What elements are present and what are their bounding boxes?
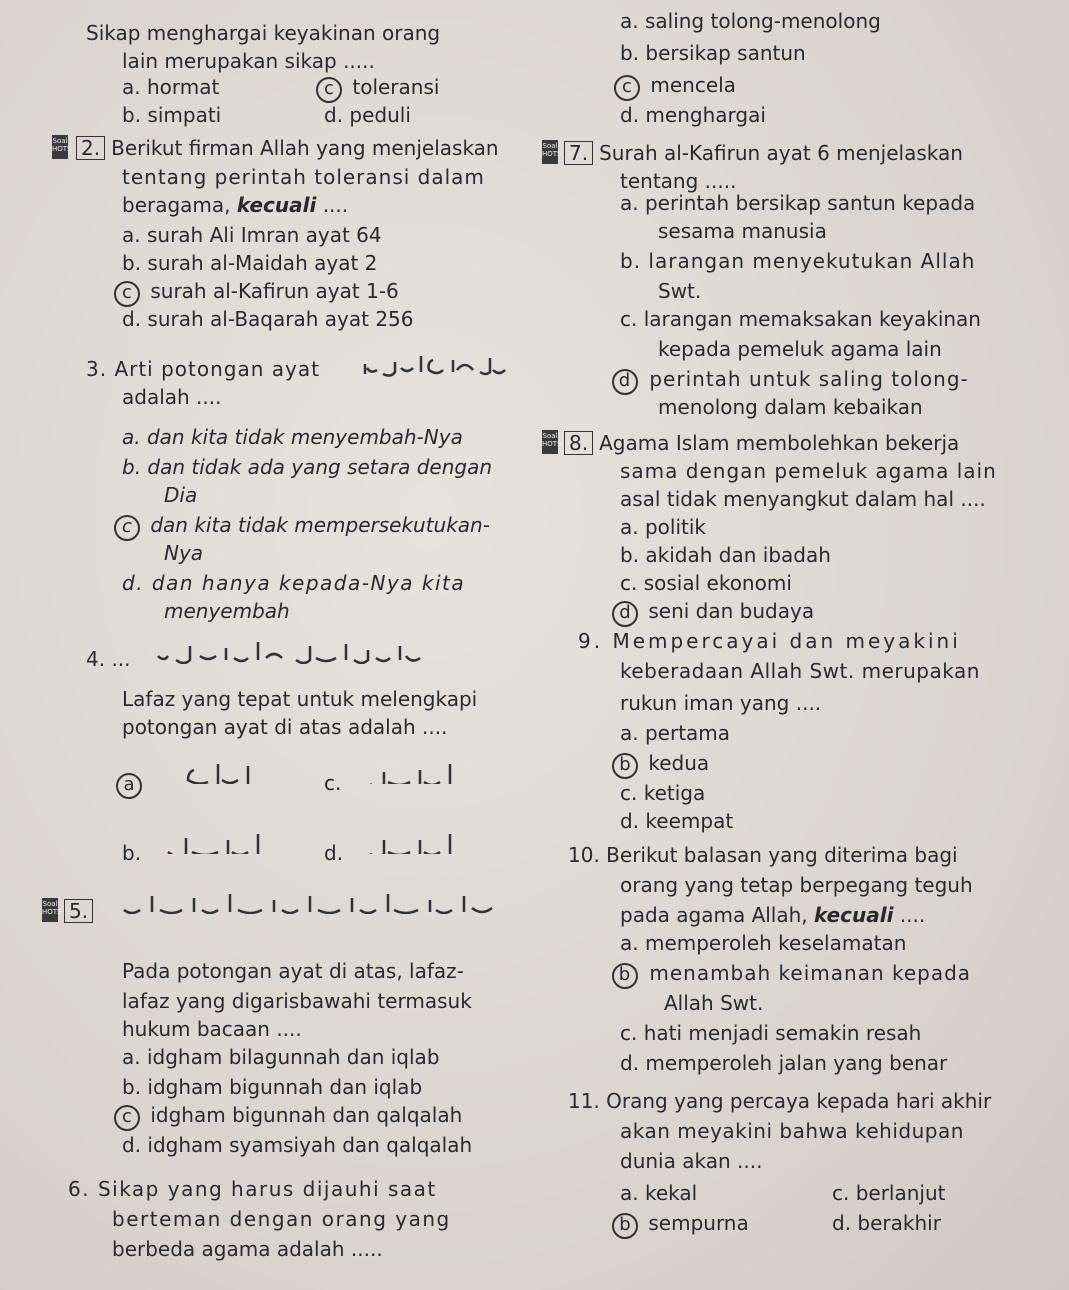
q2-option-d: d. surah al-Baqarah ayat 256 xyxy=(122,307,414,331)
q4-stem-line1: 4. ... xyxy=(86,647,131,671)
q11-option-c: c. berlanjut xyxy=(832,1181,946,1205)
q11-option-b-text: sempurna xyxy=(648,1211,749,1235)
q3-option-d-line2: menyembah xyxy=(164,599,290,623)
answer-circle: d xyxy=(612,369,638,395)
arabic-verse-fragment-icon xyxy=(150,636,430,664)
question-number-box: 7. xyxy=(564,141,593,165)
q7-option-d-text: perintah untuk saling tolong- xyxy=(649,367,969,391)
q1-stem-line1: Sikap menghargai keyakinan orang xyxy=(86,21,441,45)
q8-option-b: b. akidah dan ibadah xyxy=(620,543,831,567)
q8-option-a: a. politik xyxy=(620,515,706,539)
q7-option-c-line2: kepada pemeluk agama lain xyxy=(658,337,942,361)
answer-circle: b xyxy=(612,753,638,779)
answer-circle: c xyxy=(614,75,640,101)
q10-option-b-line2: Allah Swt. xyxy=(664,991,764,1015)
q10-kecuali: kecuali xyxy=(814,903,894,927)
q5-option-d: d. idgham syamsiyah dan qalqalah xyxy=(122,1133,473,1157)
q10-stem-line3-end: .... xyxy=(893,903,926,927)
q10-stem-line1: 10. Berikut balasan yang diterima bagi xyxy=(568,843,958,867)
q5-option-c xyxy=(120,1102,462,1131)
q9-option-a: a. pertama xyxy=(620,721,731,745)
answer-circle: b xyxy=(612,963,638,989)
q9-stem-line2: keberadaan Allah Swt. merupakan xyxy=(620,659,980,683)
q7-option-b-line1: b. larangan menyekutukan Allah xyxy=(620,249,976,273)
q3-stem-line1: 3. Arti potongan ayat xyxy=(86,357,320,381)
q11-option-a: a. kekal xyxy=(620,1181,698,1205)
question-number-box: 2. xyxy=(76,136,105,160)
q10-stem-line3-text: pada agama Allah, xyxy=(620,903,815,927)
q9-option-d: d. keempat xyxy=(620,809,734,833)
answer-circle: c xyxy=(316,77,342,103)
q8-option-d-text: seni dan budaya xyxy=(648,599,815,623)
q1-option-d: d. peduli xyxy=(324,103,411,127)
q2-stem-line3-end: .... xyxy=(316,193,349,217)
q2-stem-line2: tentang perintah toleransi dalam xyxy=(122,165,485,189)
q4-option-d: d. xyxy=(324,841,344,865)
q3-option-c-line1 xyxy=(120,512,490,541)
q10-stem-line2: orang yang tetap berpegang teguh xyxy=(620,873,973,897)
q10-option-d: d. memperoleh jalan yang benar xyxy=(620,1051,948,1075)
q7-option-b-line2: Swt. xyxy=(658,279,702,303)
q1-option-c-text: toleransi xyxy=(352,75,440,99)
q1-option-c-right-text: mencela xyxy=(650,73,736,97)
hots-badge-icon: Soal HOTS xyxy=(542,430,558,454)
arabic-word-option-a-icon xyxy=(168,756,258,784)
q8-option-c: c. sosial ekonomi xyxy=(620,571,792,595)
hots-badge-icon: Soal HOTS xyxy=(542,140,558,164)
q7-stem-line2: tentang ..... xyxy=(620,169,737,193)
q3-stem-line2: adalah .... xyxy=(122,385,222,409)
q11-stem-line2: akan meyakini bahwa kehidupan xyxy=(620,1119,964,1143)
q1-option-c-right xyxy=(620,72,736,101)
q7-option-d-line2: menolong dalam kebaikan xyxy=(658,395,923,419)
arabic-word-option-b-icon xyxy=(158,826,268,854)
q2-option-a: a. surah Ali Imran ayat 64 xyxy=(122,223,382,247)
q7-option-a-line2: sesama manusia xyxy=(658,219,827,243)
q3-option-d-line1: d. dan hanya kepada-Nya kita xyxy=(122,571,466,595)
q9-option-c: c. ketiga xyxy=(620,781,706,805)
q2-option-c-text: surah al-Kafirun ayat 1-6 xyxy=(150,279,399,303)
q10-option-c: c. hati menjadi semakin resah xyxy=(620,1021,922,1045)
question-number-box: 8. xyxy=(564,431,593,455)
q3-option-c-text: dan kita tidak mempersekutukan- xyxy=(150,513,490,537)
q2-option-b: b. surah al-Maidah ayat 2 xyxy=(122,251,378,275)
q6-stem-line1: 6. Sikap yang harus dijauhi saat xyxy=(68,1177,437,1201)
q5-stem-line1: Pada potongan ayat di atas, lafaz- xyxy=(122,959,464,983)
q7-stem-text: Surah al-Kafirun ayat 6 menjelaskan xyxy=(599,141,963,165)
q9-stem-line1: 9. Mempercayai dan meyakini xyxy=(578,629,961,653)
q8-option-d xyxy=(618,598,814,627)
q10-option-b-line1 xyxy=(618,960,971,989)
q10-option-a: a. memperoleh keselamatan xyxy=(620,931,907,955)
q5-option-a: a. idgham bilagunnah dan iqlab xyxy=(122,1045,440,1069)
q7-stem-line1 xyxy=(564,140,963,166)
q11-stem-line3: dunia akan .... xyxy=(620,1149,763,1173)
hots-badge-icon: Soal HOTS xyxy=(52,135,68,159)
arabic-word-option-d-icon xyxy=(362,826,462,854)
q2-kecuali: kecuali xyxy=(236,193,317,217)
q9-option-b xyxy=(618,750,709,779)
q6-stem-line2: berteman dengan orang yang xyxy=(112,1207,451,1231)
q3-option-a: a. dan kita tidak menyembah-Nya xyxy=(122,425,463,449)
q5-option-c-text: idgham bigunnah dan qalqalah xyxy=(150,1103,463,1127)
q8-stem-text: Agama Islam membolehkan bekerja xyxy=(599,431,960,455)
q1-option-b-right: b. bersikap santun xyxy=(620,41,806,65)
q11-option-b xyxy=(618,1210,749,1239)
q8-stem-line2: sama dengan pemeluk agama lain xyxy=(620,459,997,483)
q11-stem-line1: 11. Orang yang percaya kepada hari akhir xyxy=(568,1089,992,1113)
q3-option-b-line1: b. dan tidak ada yang setara dengan xyxy=(122,455,493,479)
q1-option-c xyxy=(322,74,439,103)
q5-stem-line3: hukum bacaan .... xyxy=(122,1017,302,1041)
q1-option-a-right: a. saling tolong-menolong xyxy=(620,9,881,33)
q11-option-d: d. berakhir xyxy=(832,1211,941,1235)
q3-option-b-line2: Dia xyxy=(164,483,198,507)
q5-stem-line2: lafaz yang digarisbawahi termasuk xyxy=(122,989,472,1013)
q1-stem-line2: lain merupakan sikap ..... xyxy=(122,49,375,73)
q8-stem-line3: asal tidak menyangkut dalam hal .... xyxy=(620,487,986,511)
q5-option-b: b. idgham bigunnah dan iqlab xyxy=(122,1075,423,1099)
q10-stem-line3 xyxy=(620,902,925,928)
q1-option-d-right: d. menghargai xyxy=(620,103,766,127)
q4-option-b: b. xyxy=(122,841,142,865)
hots-badge-icon: Soal HOTS xyxy=(42,898,58,922)
q4-option-c: c. xyxy=(324,771,342,795)
q8-stem-line1 xyxy=(564,430,959,456)
q1-option-b: b. simpati xyxy=(122,103,222,127)
q9-option-b-text: kedua xyxy=(648,751,710,775)
q4-stem-line2: Lafaz yang tepat untuk melengkapi xyxy=(122,687,478,711)
q7-option-c-line1: c. larangan memaksakan keyakinan xyxy=(620,307,981,331)
answer-circle: a xyxy=(116,773,142,799)
arabic-word-option-c-icon xyxy=(362,756,462,784)
q7-option-a-line1: a. perintah bersikap santun kepada xyxy=(620,191,976,215)
q2-stem-line3-text: beragama, xyxy=(122,193,237,217)
answer-circle: d xyxy=(612,601,638,627)
q2-stem-line1 xyxy=(76,135,499,161)
q2-stem-text: Berikut firman Allah yang menjelaskan xyxy=(111,136,499,160)
q2-option-c xyxy=(120,278,399,307)
q4-stem-line3: potongan ayat di atas adalah .... xyxy=(122,715,448,739)
answer-circle: c xyxy=(114,281,140,307)
q3-option-c-line2: Nya xyxy=(164,541,204,565)
question-number-box: 5. xyxy=(64,899,93,923)
q4-option-a xyxy=(122,770,146,799)
q1-option-a: a. hormat xyxy=(122,75,220,99)
arabic-verse-underlined-icon xyxy=(112,886,502,914)
arabic-verse-fragment-icon xyxy=(355,350,515,378)
q9-stem-line3: rukun iman yang .... xyxy=(620,691,822,715)
answer-circle: b xyxy=(612,1213,638,1239)
answer-circle: c xyxy=(114,1105,140,1131)
q7-option-d-line1 xyxy=(618,366,969,395)
q5-number xyxy=(64,898,99,924)
q10-option-b-text: menambah keimanan kepada xyxy=(649,961,972,985)
q6-stem-line3: berbeda agama adalah ..... xyxy=(112,1237,383,1261)
answer-circle: c xyxy=(114,515,140,541)
q2-stem-line3 xyxy=(122,192,348,218)
